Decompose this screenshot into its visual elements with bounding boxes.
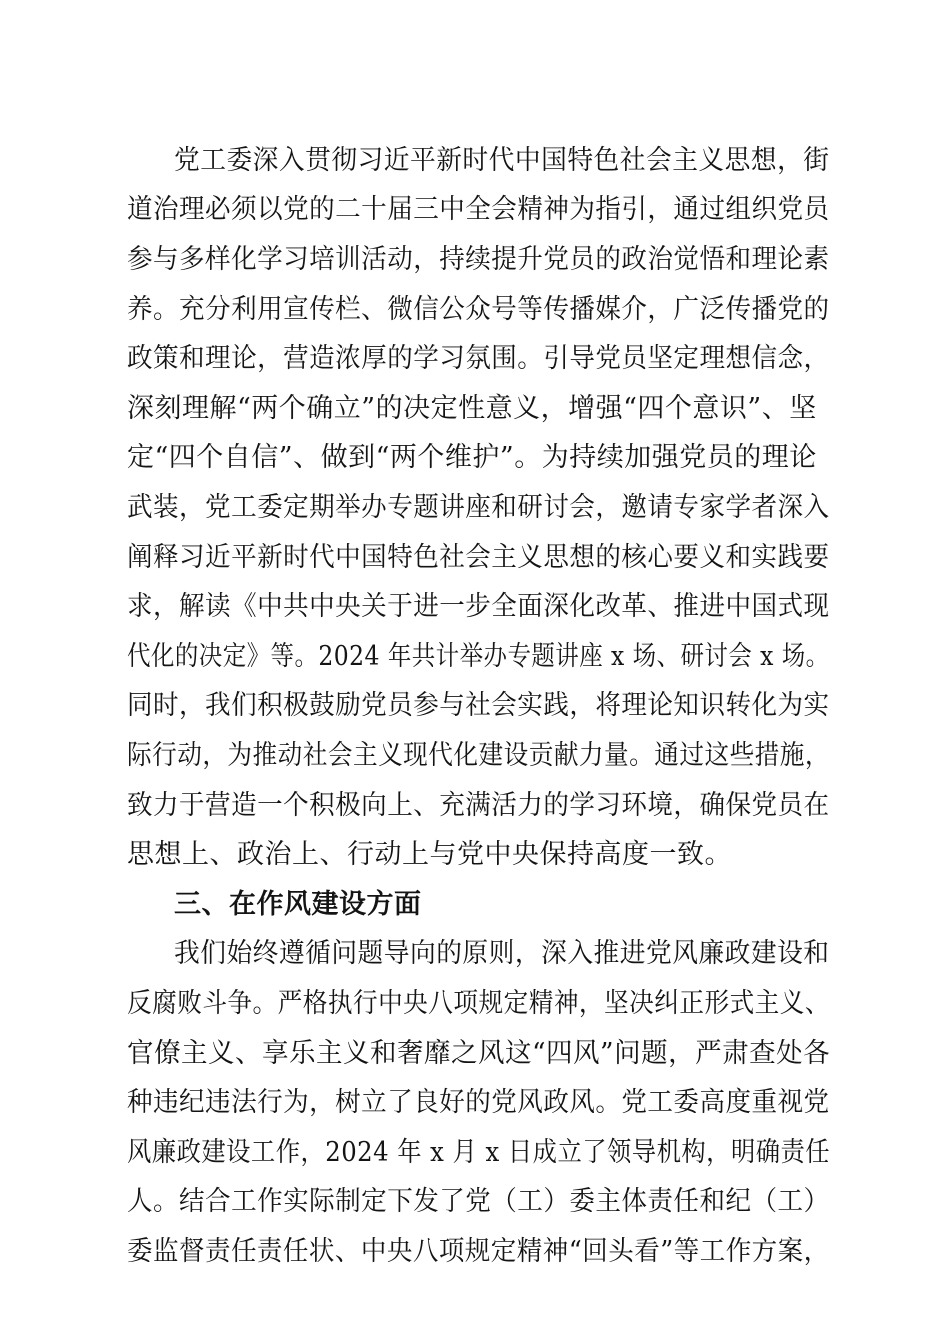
paragraph-line: 求，解读《中共中央关于进一步全面深化改革、推进中国式现 <box>127 591 830 622</box>
paragraph-line: 代化的决定》等。2024 年共计举办专题讲座 x 场、研讨会 x 场。 <box>127 641 830 672</box>
paragraph-line: 种违纪违法行为，树立了良好的党风政风。党工委高度重视党 <box>127 1087 830 1118</box>
paragraph-line: 反腐败斗争。严格执行中央八项规定精神，坚决纠正形式主义、 <box>127 988 831 1019</box>
paragraph-line: 致力于营造一个积极向上、充满活力的学习环境，确保党员在 <box>127 790 830 821</box>
paragraph-line: 定“四个自信”、做到“两个维护”。为持续加强党员的理论 <box>127 442 817 473</box>
paragraph-line: 武装，党工委定期举办专题讲座和研讨会，邀请专家学者深入 <box>127 492 830 523</box>
paragraph-line: 道治理必须以党的二十届三中全会精神为指引，通过组织党员 <box>127 194 830 225</box>
paragraph-line: 参与多样化学习培训活动，持续提升党员的政治觉悟和理论素 <box>127 244 830 275</box>
paragraph-line: 养。充分利用宣传栏、微信公众号等传播媒介，广泛传播党的 <box>127 294 830 325</box>
paragraph-line: 深刻理解“两个确立”的决定性意义，增强“四个意识”、坚 <box>127 393 817 424</box>
paragraph-line: 际行动，为推动社会主义现代化建设贡献力量。通过这些措施， <box>127 740 831 771</box>
paragraph-line: 党工委深入贯彻习近平新时代中国特色社会主义思想，街 <box>174 145 830 176</box>
paragraph-line: 风廉政建设工作，2024 年 x 月 x 日成立了领导机构，明确责任 <box>127 1137 831 1168</box>
paragraph-line: 同时，我们积极鼓励党员参与社会实践，将理论知识转化为实 <box>127 690 830 721</box>
paragraph-line: 人。结合工作实际制定下发了党（工）委主体责任和纪（工） <box>127 1186 830 1217</box>
paragraph-line: 政策和理论，营造浓厚的学习氛围。引导党员坚定理想信念， <box>127 343 830 374</box>
paragraph-line: 官僚主义、享乐主义和奢靡之风这“四风”问题，严肃查处各 <box>127 1038 831 1069</box>
paragraph-line: 委监督责任责任状、中央八项规定精神“回头看”等工作方案， <box>127 1236 830 1267</box>
paragraph-line: 我们始终遵循问题导向的原则，深入推进党风廉政建设和 <box>174 938 830 969</box>
paragraph-line: 阐释习近平新时代中国特色社会主义思想的核心要义和实践要 <box>127 542 830 573</box>
paragraph-line: 思想上、政治上、行动上与党中央保持高度一致。 <box>127 839 732 870</box>
section-heading: 三、在作风建设方面 <box>174 889 422 920</box>
